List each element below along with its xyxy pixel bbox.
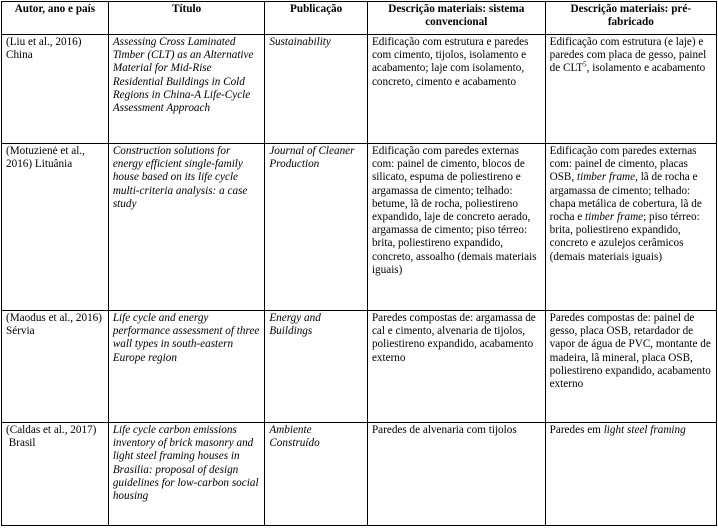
pre-text-2: timber frame <box>576 171 636 184</box>
cell-prefabricado: Paredes compostas de: painel de gesso, placa OSB, retardador de vapor de água de PVC, montante de madeira, lã mineral, placa OSB, poliestireno expandido, acabamento externo <box>545 311 716 423</box>
pre-text-5: ; piso térreo: brita, poliestireno expandido, concreto e azulejos cerâmicos (demais materiais iguais) <box>549 211 700 263</box>
autor-text: (Motuzienė et al., 2016) <box>6 145 85 171</box>
pais-text: Brasil <box>8 437 36 450</box>
pre-text-3: , lã de rocha e argamassa de cimento; telhado: chapa metálica de cobertura, lã de rocha e <box>549 171 702 224</box>
header-prefabricado: Descrição materiais: pré-fabricado <box>545 2 716 35</box>
cell-autor <box>2 311 109 423</box>
cell-autor <box>2 35 109 144</box>
pais-text: Sérvia <box>6 325 35 338</box>
cell-autor <box>2 423 109 526</box>
cell-convencional: Paredes de alvenaria com tijolos <box>367 423 545 526</box>
cell-prefabricado <box>545 144 716 311</box>
cell-titulo: Construction solutions for energy efficient single-family house based on its life cycle multi-criteria analysis: a case study <box>108 144 265 311</box>
pais-text: Lituânia <box>34 158 73 171</box>
header-publicacao: Publicação <box>265 2 368 35</box>
cell-autor <box>2 144 109 311</box>
footnote-marker: 5 <box>583 60 587 69</box>
pre-text-b: , isolamento e acabamento <box>586 62 706 75</box>
pre-text-a: Paredes em <box>549 424 604 436</box>
header-titulo: Título <box>108 2 265 35</box>
cell-convencional: Edificação com estrutura e paredes com cimento, tijolos, isolamento e acabamento; laje com isolamento, concreto, cimento e acabamento <box>367 35 545 144</box>
pre-text-b: light steel framing <box>603 424 686 436</box>
cell-titulo: Life cycle and energy performance assessment of three wall types in south-eastern Europe region <box>108 311 265 423</box>
cell-prefabricado <box>545 423 716 526</box>
pre-text-1: Edificação com paredes externas com: painel de cimento, placas OSB, <box>549 145 697 184</box>
autor-text: (Caldas et al., 2017) <box>6 424 97 436</box>
header-autor: Autor, ano e país <box>2 2 109 35</box>
cell-publicacao: Sustainability <box>265 35 368 144</box>
cell-prefabricado <box>545 35 716 144</box>
table-row <box>2 144 717 311</box>
autor-text: (Maodus et al., 2016) <box>6 312 103 324</box>
pais-text: China <box>6 49 33 62</box>
table-row <box>2 423 717 526</box>
cell-titulo: Assessing Cross Laminated Timber (CLT) as an Alternative Material for Mid-Rise Residential Buildings in Cold Regions in China-A Life-Cycle Assessment Approach <box>108 35 265 144</box>
cell-publicacao: Ambiente Construído <box>265 423 368 526</box>
pre-text-4: timber frame <box>585 211 644 224</box>
autor-text: (Liu et al., 2016) <box>6 36 82 48</box>
table-row <box>2 35 717 144</box>
header-row <box>2 2 717 35</box>
literature-table <box>1 1 717 526</box>
header-convencional: Descrição materiais: sistema convencional <box>367 2 545 35</box>
cell-publicacao: Journal of Cleaner Production <box>265 144 368 311</box>
cell-publicacao: Energy and Buildings <box>265 311 368 423</box>
cell-titulo: Life cycle carbon emissions inventory of brick masonry and light steel framing houses in Brasilia: proposal of design guidelines for low-carbon social housing <box>108 423 265 526</box>
pre-text-a: Edificação com estrutura (e laje) e paredes com placa de gesso, painel de CLT <box>549 36 707 75</box>
table-row <box>2 311 717 423</box>
cell-convencional: Edificação com paredes externas com: painel de cimento, blocos de silicato, espuma de poliestireno e argamassa de cimento; telhado: betume, lã de rocha, poliestireno expandido, laje de concreto aerado, argamassa de cimento; piso térreo: brita, poliestireno expandido, concreto, assoalho (demais materiais iguais) <box>367 144 545 311</box>
cell-convencional: Paredes compostas de: argamassa de cal e cimento, alvenaria de tijolos, poliestireno expandido, acabamento externo <box>367 311 545 423</box>
